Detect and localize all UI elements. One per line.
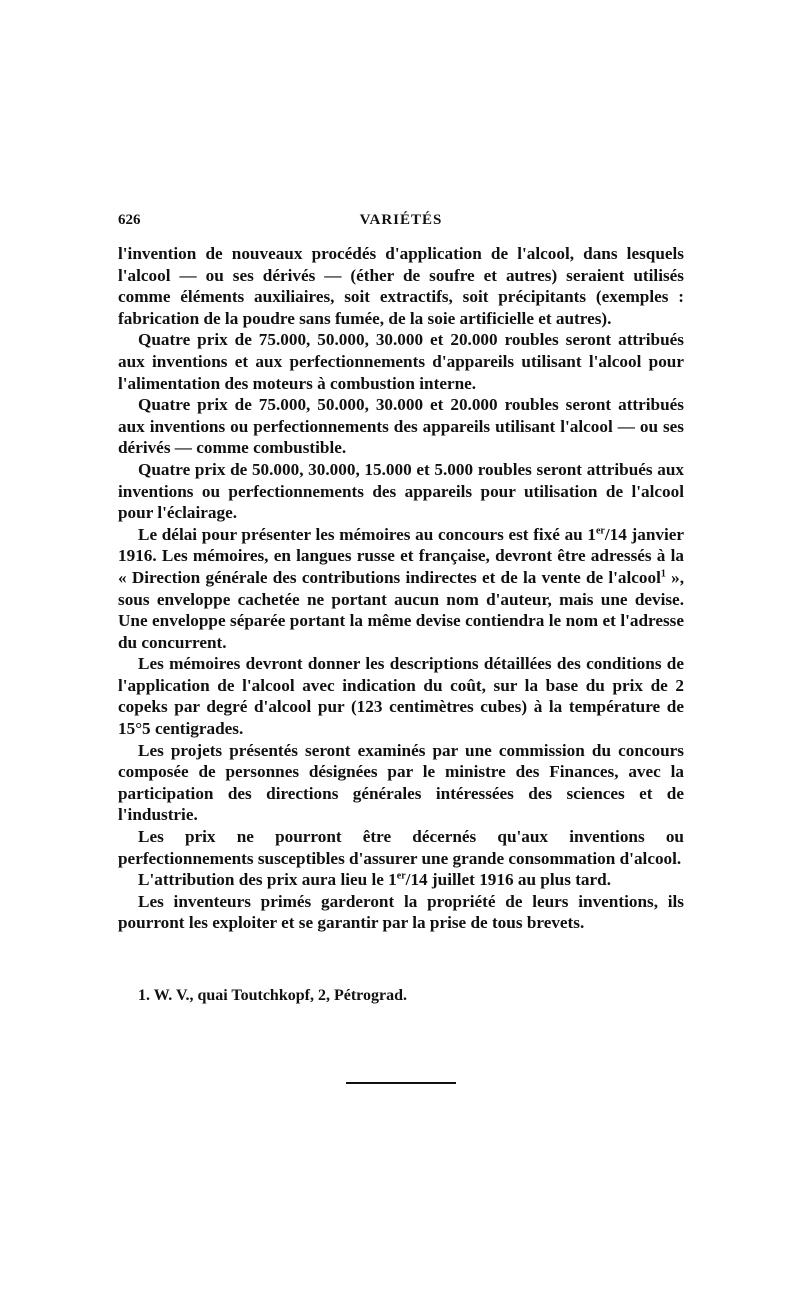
page-number: 626 [118, 212, 141, 228]
paragraph-prix-decernes: Les prix ne pourront être décernés qu'aux inventions ou perfectionnements susceptibles d'assurer une grande consommation d'alcool. [118, 827, 684, 868]
paragraph-prix-moteurs: Quatre prix de 75.000, 50.000, 30.000 et 20.000 roubles seront attribués aux inventions et aux perfectionnements d'appareils utilisant l'alcool pour l'alimentation des moteurs à combustion interne. [118, 330, 684, 393]
paragraph-invention-procedes: l'invention de nouveaux procédés d'application de l'alcool, dans lesquels l'alcool — ou ses dérivés — (éther de soufre et autres) seraient utilisés comme éléments auxiliaires, soit extractifs, soit précipitants (exemples : fabrication de la poudre sans fumée, de la soie artificielle et autres). [118, 244, 684, 328]
delai-text-middle: /14 janvier 1916. Les mémoires, en langues russe et française, devront être adressés à la « Direction générale des contributions indirectes et de la vente de l'alcool [118, 524, 685, 587]
attribution-text-start: L'attribution des prix aura lieu le 1 [138, 870, 397, 890]
page-header [118, 212, 684, 234]
paragraph-attribution [118, 869, 684, 891]
delai-text-start: Le délai pour présenter les mémoires au concours est fixé au 1 [138, 524, 596, 544]
attribution-text-end: /14 juillet 1916 au plus tard. [405, 870, 611, 890]
running-title: VARIÉTÉS [359, 212, 443, 228]
paragraph-descriptions: Les mémoires devront donner les descriptions détaillées des conditions de l'application de l'alcool avec indication du coût, sur la base du prix de 2 copeks par degré d'alcool pur (123 centimètres cubes) à la température de 15°5 centigrades. [118, 654, 684, 739]
paragraph-commission: Les projets présentés seront examinés par une commission du concours composée de personnes désignées par le ministre des Finances, avec la participation des directions générales intéressées des sciences et de l'industrie. [118, 740, 684, 825]
paragraph-inventeurs: Les inventeurs primés garderont la propriété de leurs inventions, ils pourront les exploiter et se garantir par la prise de tous brevets. [118, 891, 684, 933]
paragraph-prix-eclairage: Quatre prix de 50.000, 30.000, 15.000 et 5.000 roubles seront attribués aux inventions ou perfectionnements des appareils pour utilisation de l'alcool pour l'éclairage. [118, 459, 684, 523]
ordinal-superscript: er [595, 524, 605, 536]
ordinal-superscript: er [396, 870, 406, 882]
delai-text-end: », sous enveloppe cachetée ne portant aucun nom d'auteur, mais une devise. Une enveloppe séparée portant la même devise contiendra le nom et l'adresse du concurrent. [118, 567, 685, 652]
paragraph-prix-combustible: Quatre prix de 75.000, 50.000, 30.000 et 20.000 roubles seront attribués aux inventions ou perfectionnements des appareils utilisant l'alcool — ou ses dérivés — comme combustible. [118, 395, 684, 458]
end-rule [346, 1082, 456, 1084]
body-text [118, 243, 684, 934]
footnote: 1. W. V., quai Toutchkopf, 2, Pétrograd. [138, 987, 407, 1004]
paragraph-delai-memoires [118, 524, 684, 654]
footnote-reference: 1 [660, 568, 666, 580]
